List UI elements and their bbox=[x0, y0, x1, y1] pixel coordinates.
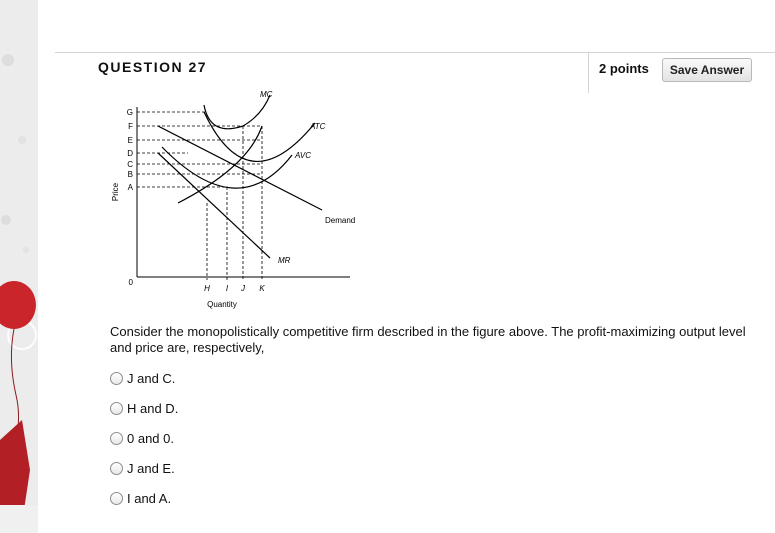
price-label-e: E bbox=[127, 136, 133, 145]
option-4-radio[interactable] bbox=[110, 462, 123, 475]
mc-curve bbox=[204, 95, 270, 129]
demand-label: Demand bbox=[325, 216, 356, 225]
mc-label: MC bbox=[260, 90, 273, 99]
option-5[interactable] bbox=[110, 489, 310, 507]
option-4-label: J and E. bbox=[127, 460, 175, 476]
option-1-label: J and C. bbox=[127, 370, 176, 386]
option-5-radio[interactable] bbox=[110, 492, 123, 505]
points-divider bbox=[588, 53, 589, 93]
question-top-divider bbox=[55, 52, 775, 53]
quantity-label-k: K bbox=[259, 284, 265, 293]
points-value: 2 points bbox=[599, 61, 649, 76]
mr-label: MR bbox=[278, 256, 291, 265]
x-axis-label: Quantity bbox=[207, 300, 237, 309]
option-3-label: 0 and 0. bbox=[127, 430, 174, 446]
price-label-c: C bbox=[127, 160, 133, 169]
price-guidelines bbox=[137, 112, 262, 187]
price-label-b: B bbox=[127, 170, 133, 179]
option-4[interactable] bbox=[110, 459, 310, 477]
option-2-label: H and D. bbox=[127, 400, 179, 416]
quantity-label-j: J bbox=[241, 284, 245, 293]
decorative-balloon-image bbox=[0, 0, 38, 533]
option-2-radio[interactable] bbox=[110, 402, 123, 415]
economics-figure bbox=[100, 85, 370, 320]
quantity-label-h: H bbox=[204, 284, 210, 293]
save-answer-button[interactable]: Save Answer bbox=[662, 58, 752, 82]
price-label-d: D bbox=[127, 149, 133, 158]
option-3-radio[interactable] bbox=[110, 432, 123, 445]
y-axis-label: Price bbox=[111, 182, 120, 202]
price-label-a: A bbox=[127, 183, 133, 192]
quantity-label-i: I bbox=[225, 284, 229, 293]
quantity-guidelines bbox=[207, 126, 262, 280]
option-5-label: I and A. bbox=[127, 490, 172, 506]
mr-curve bbox=[158, 153, 270, 258]
background-decoration bbox=[0, 0, 38, 533]
option-1-radio[interactable] bbox=[110, 372, 123, 385]
question-prompt: Consider the monopolistically competitive firm described in the figure above. The profit-maximizing output level and price are, respectively, bbox=[110, 324, 746, 355]
option-2[interactable] bbox=[110, 399, 310, 417]
mc-rising-curve bbox=[178, 126, 262, 203]
price-label-g: G bbox=[126, 108, 133, 117]
origin-label: 0 bbox=[128, 278, 133, 287]
option-1[interactable] bbox=[110, 369, 310, 387]
avc-label: AVC bbox=[295, 151, 312, 160]
question-title: QUESTION 27 bbox=[98, 59, 208, 75]
cost-curve-diagram bbox=[100, 85, 370, 315]
quantity-tick-labels bbox=[204, 284, 265, 293]
atc-label: ATC bbox=[310, 122, 326, 131]
price-tick-labels bbox=[127, 108, 134, 192]
option-3[interactable] bbox=[110, 429, 310, 447]
demand-curve bbox=[158, 126, 322, 210]
avc-curve bbox=[162, 147, 292, 188]
price-label-f: F bbox=[128, 122, 133, 131]
